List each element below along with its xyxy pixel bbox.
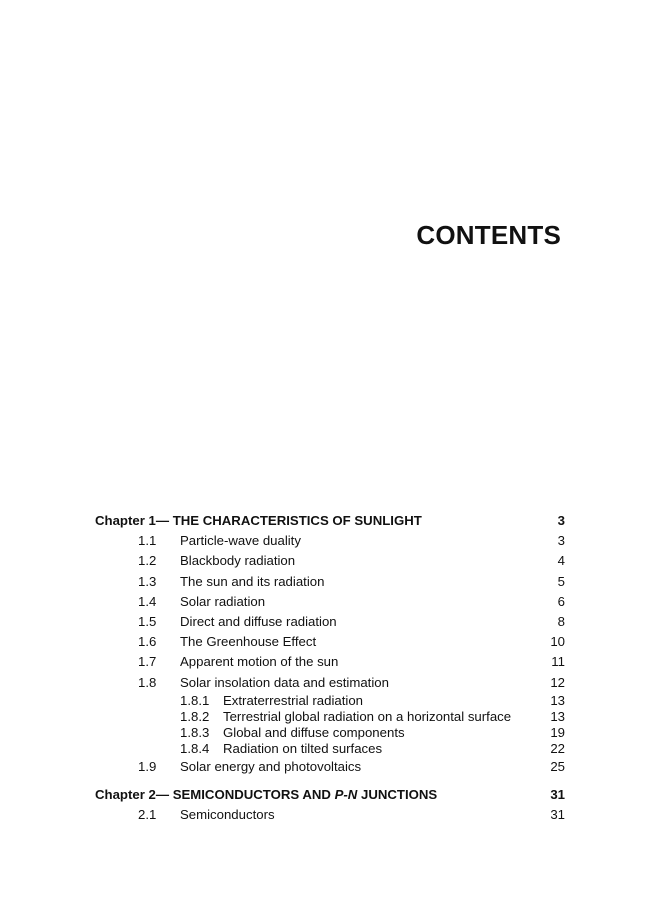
page-number: 4 xyxy=(557,553,565,569)
toc-section-1-7[interactable] xyxy=(95,652,565,672)
subsection-number: 1.8.1 xyxy=(180,692,210,708)
subsection-number: 1.8.3 xyxy=(180,724,210,740)
subsection-number: 1.8.4 xyxy=(180,740,210,756)
section-number: 1.2 xyxy=(138,553,157,569)
toc-chapter-1[interactable] xyxy=(95,511,565,531)
toc-section-2-1[interactable] xyxy=(95,805,565,825)
section-number: 1.8 xyxy=(138,674,157,690)
page-number: 5 xyxy=(557,573,565,589)
section-number: 1.7 xyxy=(138,654,157,670)
section-number: 1.4 xyxy=(138,593,157,609)
chapter-heading: Chapter 1— THE CHARACTERISTICS OF SUNLIGHT xyxy=(95,513,422,528)
section-number: 1.1 xyxy=(138,533,157,549)
page-number: 11 xyxy=(551,654,565,670)
page-number: 13 xyxy=(550,708,565,724)
section-title: Particle-wave duality xyxy=(180,533,301,549)
toc-chapter-2[interactable] xyxy=(95,785,565,805)
page-number: 3 xyxy=(557,513,565,528)
section-title: Blackbody radiation xyxy=(180,553,296,569)
page-number: 19 xyxy=(550,724,565,740)
subsection-title: Terrestrial global radiation on a horizontal surface xyxy=(223,708,512,724)
page-number: 10 xyxy=(550,634,565,650)
section-title: Direct and diffuse radiation xyxy=(180,613,337,629)
section-title: Solar insolation data and estimation xyxy=(180,674,389,690)
page-title: CONTENTS xyxy=(416,220,561,250)
subsection-number: 1.8.2 xyxy=(180,708,210,724)
chapter-heading: Chapter 2— SEMICONDUCTORS AND P-N JUNCTIONS xyxy=(95,787,438,803)
page-number: 6 xyxy=(557,593,565,609)
section-title: The Greenhouse Effect xyxy=(180,634,317,650)
subsection-title: Global and diffuse components xyxy=(223,724,405,740)
page-number: 22 xyxy=(550,740,565,756)
section-title: Solar radiation xyxy=(180,593,266,609)
section-title: Solar energy and photovoltaics xyxy=(180,759,362,775)
table-of-contents xyxy=(95,511,565,826)
toc-section-1-1[interactable] xyxy=(95,531,565,551)
section-title: The sun and its radiation xyxy=(180,573,325,589)
subsection-title: Radiation on tilted surfaces xyxy=(223,740,383,756)
toc-subsection-1-8-2[interactable] xyxy=(95,709,565,725)
section-number: 1.3 xyxy=(138,573,157,589)
section-number: 2.1 xyxy=(138,807,157,823)
subsection-title: Extraterrestrial radiation xyxy=(223,692,363,708)
page-number: 12 xyxy=(550,674,565,690)
toc-section-1-8[interactable] xyxy=(95,673,565,693)
toc-section-1-3[interactable] xyxy=(95,572,565,592)
page-number: 25 xyxy=(550,759,565,775)
page-number: 31 xyxy=(550,807,565,823)
page-number: 8 xyxy=(557,613,565,629)
toc-subsection-1-8-3[interactable] xyxy=(95,725,565,741)
toc-section-1-4[interactable] xyxy=(95,592,565,612)
toc-section-1-2[interactable] xyxy=(95,551,565,571)
page-number: 13 xyxy=(550,692,565,708)
toc-section-1-6[interactable] xyxy=(95,632,565,652)
section-title: Semiconductors xyxy=(180,807,275,823)
section-number: 1.5 xyxy=(138,613,157,629)
toc-section-1-5[interactable] xyxy=(95,612,565,632)
toc-section-1-9[interactable] xyxy=(95,757,565,777)
section-title: Apparent motion of the sun xyxy=(180,654,339,670)
toc-subsection-1-8-4[interactable] xyxy=(95,741,565,757)
page-number: 3 xyxy=(557,533,565,549)
toc-subsection-1-8-1[interactable] xyxy=(95,693,565,709)
section-number: 1.9 xyxy=(138,759,157,775)
page-number: 31 xyxy=(550,787,565,803)
section-number: 1.6 xyxy=(138,634,157,650)
